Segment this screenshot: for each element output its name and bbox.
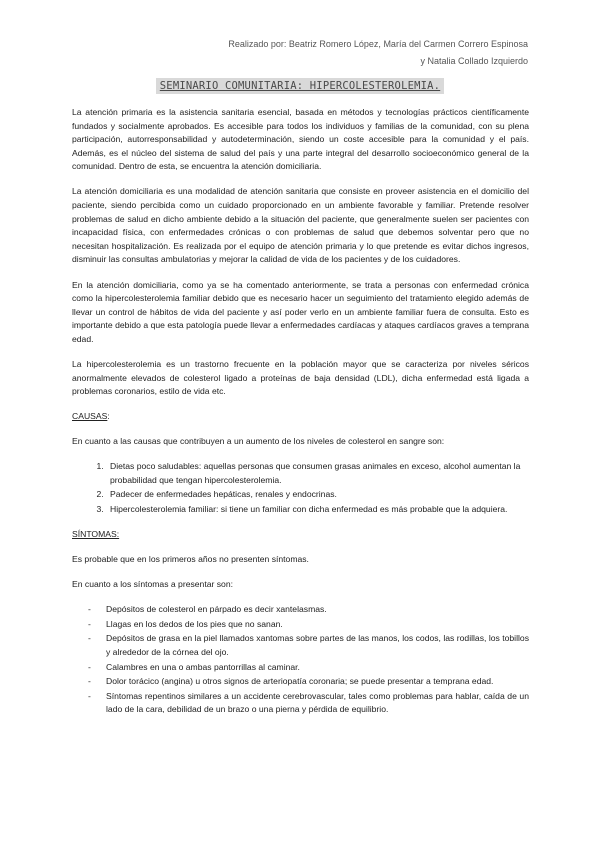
list-item [88,675,529,689]
title-container [0,76,600,94]
list-item: 3. Hipercolesterolemia familiar: si tiene un familiar con dicha enfermedad es más probable que la adquiera. [106,503,529,517]
symptoms-intro-2: En cuanto a los síntomas a presentar son: [72,579,233,590]
symptoms-list [72,603,529,717]
paragraph-primary-care: La atención primaria es la asistencia sanitaria esencial, basada en métodos y tecnologías prácticos científicamente fundados y socialmente aprobados. Es accesible para todos los individuos y familias de la comunidad, con su plena participación, autorresponsabilidad y autodeterminación, siendo un coste accesible para la comunidad y el país. Además, es el núcleo del sistema de salud del país y una parte integral del desarrollo socioeconómico general de la comunidad. Dentro de esta, se encuentra la atención domiciliaria. [72,107,529,172]
document-title: SEMINARIO COMUNITARIA: HIPERCOLESTEROLEMIA. [156,78,444,94]
dash-bullet: - [88,604,91,615]
symptom-text: Calambres en una o ambas pantorrillas al caminar. [106,661,300,672]
dash-bullet: - [88,690,91,701]
document-body [72,106,529,718]
list-item: 2. Padecer de enfermedades hepáticas, renales y endocrinas. [106,488,529,502]
list-item [88,603,529,617]
causes-list [72,460,529,516]
dash-bullet: - [88,676,91,687]
dash-bullet: - [88,661,91,672]
causes-heading-text: CAUSAS [72,411,108,422]
symptoms-heading: SÍNTOMAS: [72,529,120,540]
causes-heading-colon: : [107,411,110,422]
symptom-text: Dolor torácico (angina) u otros signos de arteriopatía coronaria; se puede presentar a temprana edad. [106,676,494,687]
symptom-text: Llagas en los dedos de los pies que no sanan. [106,618,283,629]
list-item [88,661,529,675]
list-item [88,618,529,632]
causes-heading [72,410,529,424]
dash-bullet: - [88,618,91,629]
causes-intro: En cuanto a las causas que contribuyen a un aumento de los niveles de colesterol en sangre son: [72,435,445,446]
symptoms-intro-1: Es probable que en los primeros años no presenten síntomas. [72,553,309,564]
dash-bullet: - [88,633,91,644]
authors-line-2: y Natalia Collado Izquierdo [420,56,528,66]
paragraph-chronic-disease: En la atención domiciliaria, como ya se ha comentado anteriormente, se trata a personas con enfermedad crónica como la hipercolesterolemia familiar debido que es necesario hacer un seguimiento del tratamiento elegido además de llevar un control de hábitos de vida del paciente y así poder verlo en un ambiente familiar fuera de consulta. Esto es importante debido a que esta patología puede llevar a enfermedades cardíacas y ataques cardíacos graves a temprana edad. [72,279,529,344]
paragraph-hypercholesterolemia: La hipercolesterolemia es un trastorno frecuente en la población mayor que se caracteriza por niveles séricos anormalmente elevados de colesterol ligado a proteínas de baja densidad (LDL), dicha enfermedad está ligada a problemas coronarios, estilo de vida etc. [72,359,529,397]
authors-line-1: Realizado por: Beatriz Romero López, María del Carmen Correro Espinosa [228,39,528,49]
list-item: 1. Dietas poco saludables: aquellas personas que consumen grasas animales en exceso, alcohol aumentan la probabilidad que tengan hipercolesterolemia. [106,460,529,487]
symptom-text: Depósitos de colesterol en párpado es decir xantelasmas. [106,604,327,615]
list-item [88,632,529,659]
paragraph-home-care: La atención domiciliaria es una modalidad de atención sanitaria que consiste en proveer asistencia en el domicilio del paciente, siendo percibida como un cuidado proporcionado en un ambiente favorable y familiar. Pretende resolver problemas de salud en dicho ambiente debido a la situación del paciente, que generalmente suelen ser pacientes con incapacidad física, con enfermedades crónicas o con problemas de salud que debemos solventar pero que no necesitan hospitalización. Es realizada por el equipo de atención primaria y lo que pretende es evitar dichos ingresos, disminuir las consultas ambulatorias y mejorar la calidad de vida de los pacientes y de los cuidadores. [72,186,529,265]
list-item [88,690,529,717]
symptom-text: Síntomas repentinos similares a un accidente cerebrovascular, tales como problemas para hablar, caída de un lado de la cara, debilidad de un brazo o una pierna y pérdida de equilibrio. [106,690,529,715]
symptom-text: Depósitos de grasa en la piel llamados xantomas sobre partes de las manos, los codos, las rodillas, los tobillos y alrededor de la córnea del ojo. [106,633,529,657]
authors-header [108,36,528,70]
